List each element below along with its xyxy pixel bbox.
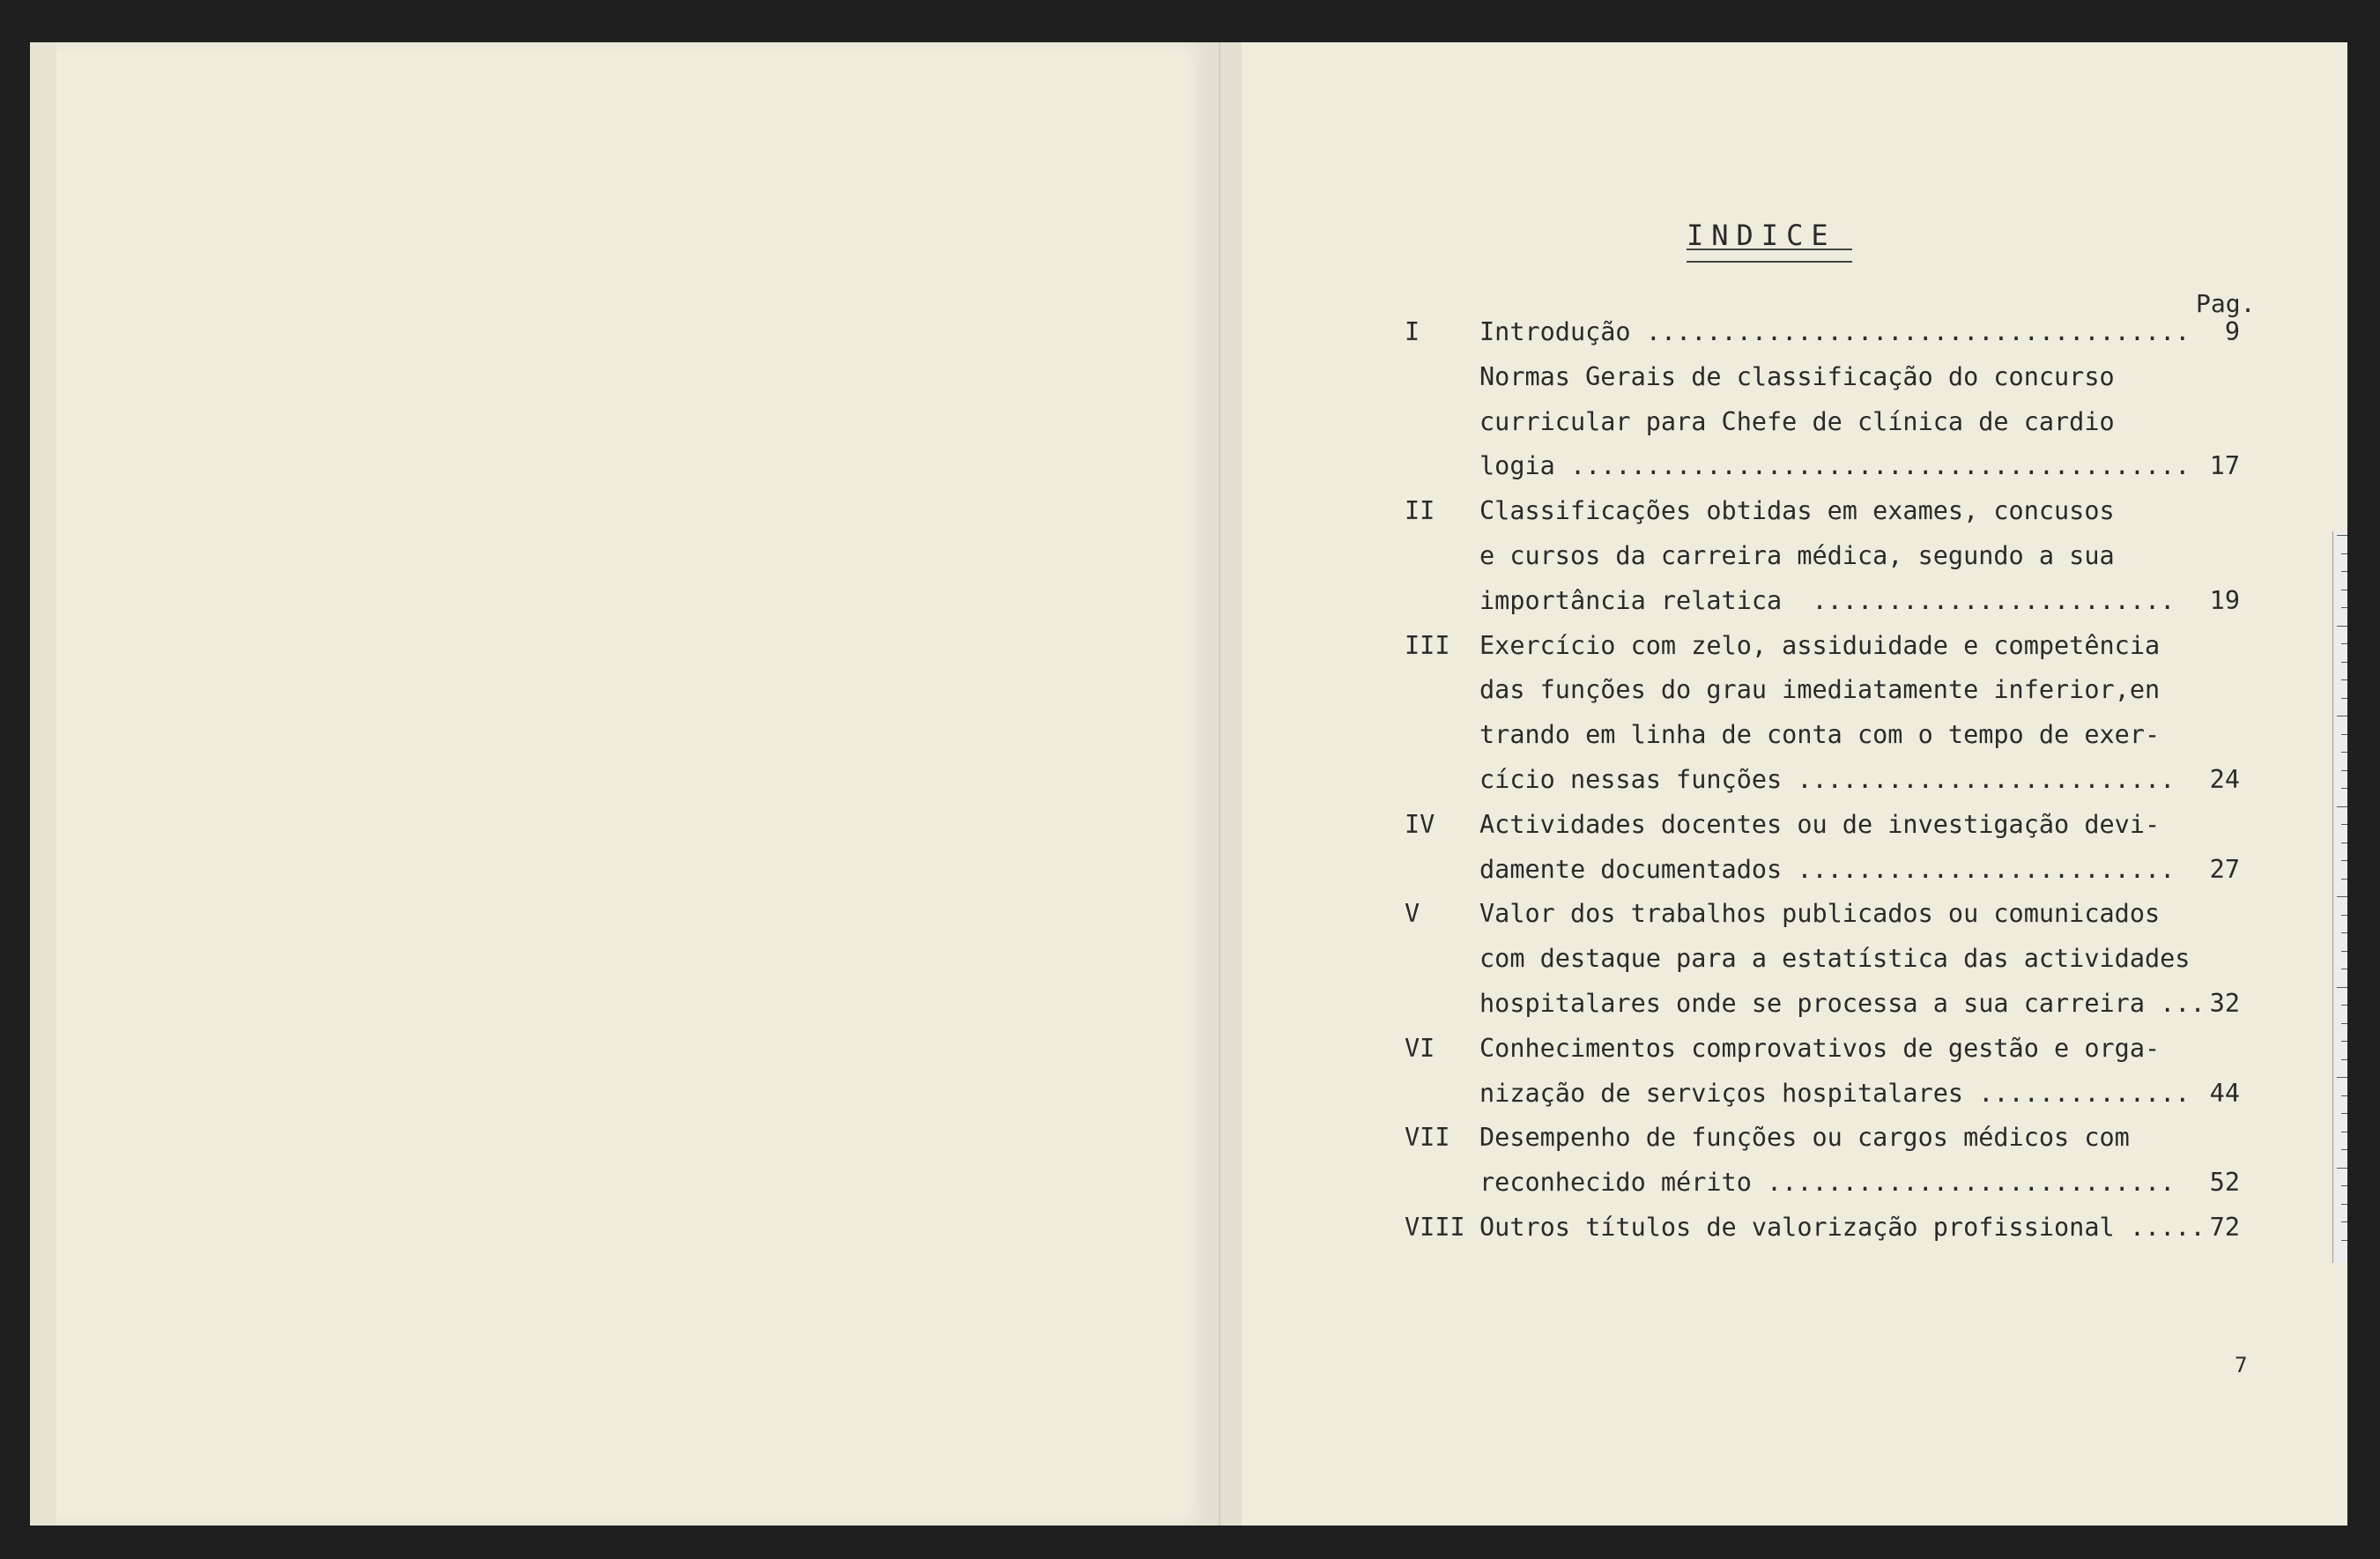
ruler-tick xyxy=(2337,896,2347,897)
entry-text-line: curricular para Chefe de clínica de cardio xyxy=(1479,406,2115,436)
ruler-tick xyxy=(2337,535,2347,536)
ruler-tick xyxy=(2341,679,2347,680)
entry-text-line: Conhecimentos comprovativos de gestão e orga- xyxy=(1479,1033,2161,1063)
ruler-tick xyxy=(2341,571,2347,572)
ruler-tick xyxy=(2341,1095,2347,1096)
entry-text-line: Desempenho de funções ou cargos médicos com xyxy=(1479,1123,2130,1153)
ruler-tick xyxy=(2341,788,2347,789)
ruler-tick xyxy=(2337,806,2347,807)
ruler-tick xyxy=(2341,951,2347,952)
entry-text-line: Exercício com zelo, assiduidade e competência xyxy=(1479,630,2161,660)
ruler-tick xyxy=(2341,734,2347,735)
entry-text-line: reconhecido mérito ........................... xyxy=(1479,1168,2176,1198)
entry-number: I xyxy=(1405,317,1420,346)
ruler-tick xyxy=(2341,553,2347,554)
entry-text-line: Introdução .................................... xyxy=(1479,317,2191,346)
entry-text-line: nização de serviços hospitalares .............. xyxy=(1479,1078,2191,1108)
book-gutter xyxy=(1206,42,1242,1526)
entry-number: VI xyxy=(1405,1033,1435,1063)
entry-text-line: importância relatica ........................ xyxy=(1479,585,2176,615)
ruler-tick xyxy=(2341,1041,2347,1042)
ruler-tick xyxy=(2341,607,2347,608)
ruler-tick xyxy=(2341,1204,2347,1205)
ruler-tick xyxy=(2341,860,2347,861)
entry-number: VII xyxy=(1405,1123,1450,1153)
ruler-tick xyxy=(2341,1149,2347,1150)
entry-page-number: 24 xyxy=(2209,765,2240,794)
entry-text-line: e cursos da carreira médica, segundo a sua xyxy=(1479,541,2115,570)
ruler-tick xyxy=(2337,626,2347,627)
ruler-tick xyxy=(2341,1005,2347,1006)
left-page-edge xyxy=(30,42,56,1526)
entry-page-number: 52 xyxy=(2209,1168,2240,1198)
entry-text-line: logia ......................................... xyxy=(1479,451,2191,481)
ruler-tick xyxy=(2341,770,2347,771)
ruler-tick xyxy=(2337,1168,2347,1169)
entry-number: IV xyxy=(1405,809,1435,839)
entry-page-number: 27 xyxy=(2209,854,2240,884)
entry-text-line: Actividades docentes ou de investigação devi- xyxy=(1479,809,2161,839)
scale-ruler xyxy=(2332,531,2347,1263)
ruler-tick xyxy=(2341,824,2347,825)
entry-page-number: 32 xyxy=(2209,989,2240,1018)
entry-text-line: Valor dos trabalhos publicados ou comunicados xyxy=(1479,899,2161,929)
entry-text-line: damente documentados ......................... xyxy=(1479,854,2176,884)
index-title: INDICE xyxy=(1687,219,1836,252)
ruler-tick xyxy=(2337,987,2347,988)
ruler-tick xyxy=(2341,932,2347,933)
entry-page-number: 44 xyxy=(2209,1078,2240,1108)
ruler-tick xyxy=(2341,879,2347,880)
ruler-tick xyxy=(2341,643,2347,644)
entry-text-line: Classificações obtidas em exames, concusos xyxy=(1479,496,2115,526)
ruler-tick xyxy=(2341,698,2347,699)
entry-text-line: das funções do grau imediatamente inferior,en xyxy=(1479,675,2161,705)
ruler-tick xyxy=(2341,1185,2347,1186)
ruler-tick xyxy=(2341,1221,2347,1222)
entry-text-line: com destaque para a estatística das actividades xyxy=(1479,944,2191,974)
entry-number: III xyxy=(1405,630,1450,660)
title-double-underline xyxy=(1687,249,1852,263)
ruler-tick xyxy=(2341,752,2347,753)
page-column-header: Pag. xyxy=(2196,289,2256,318)
entry-page-number: 17 xyxy=(2209,451,2240,481)
entry-number: VIII xyxy=(1405,1213,1465,1242)
ruler-tick xyxy=(2341,662,2347,663)
entry-text-line: trando em linha de conta com o tempo de exer- xyxy=(1479,720,2161,750)
ruler-tick xyxy=(2337,1077,2347,1078)
left-page xyxy=(30,42,1206,1526)
entry-text-line: cício nessas funções ......................... xyxy=(1479,765,2176,794)
gutter-line xyxy=(1219,42,1220,1526)
entry-page-number: 19 xyxy=(2209,585,2240,615)
ruler-tick xyxy=(2341,1059,2347,1060)
ruler-tick xyxy=(2341,1113,2347,1114)
entry-page-number: 9 xyxy=(2224,317,2240,346)
entry-page-number: 72 xyxy=(2209,1213,2240,1242)
entry-text-line: hospitalares onde se processa a sua carreira ... xyxy=(1479,989,2206,1018)
page-folio-number: 7 xyxy=(2235,1353,2248,1377)
ruler-tick xyxy=(2341,1240,2347,1241)
ruler-tick xyxy=(2341,1023,2347,1024)
ruler-tick xyxy=(2341,915,2347,916)
entry-number: V xyxy=(1405,899,1420,929)
entry-number: II xyxy=(1405,496,1435,526)
entry-text-line: Normas Gerais de classificação do concurso xyxy=(1479,361,2115,391)
entry-text-line: Outros títulos de valorização profissional ..... xyxy=(1479,1213,2206,1242)
